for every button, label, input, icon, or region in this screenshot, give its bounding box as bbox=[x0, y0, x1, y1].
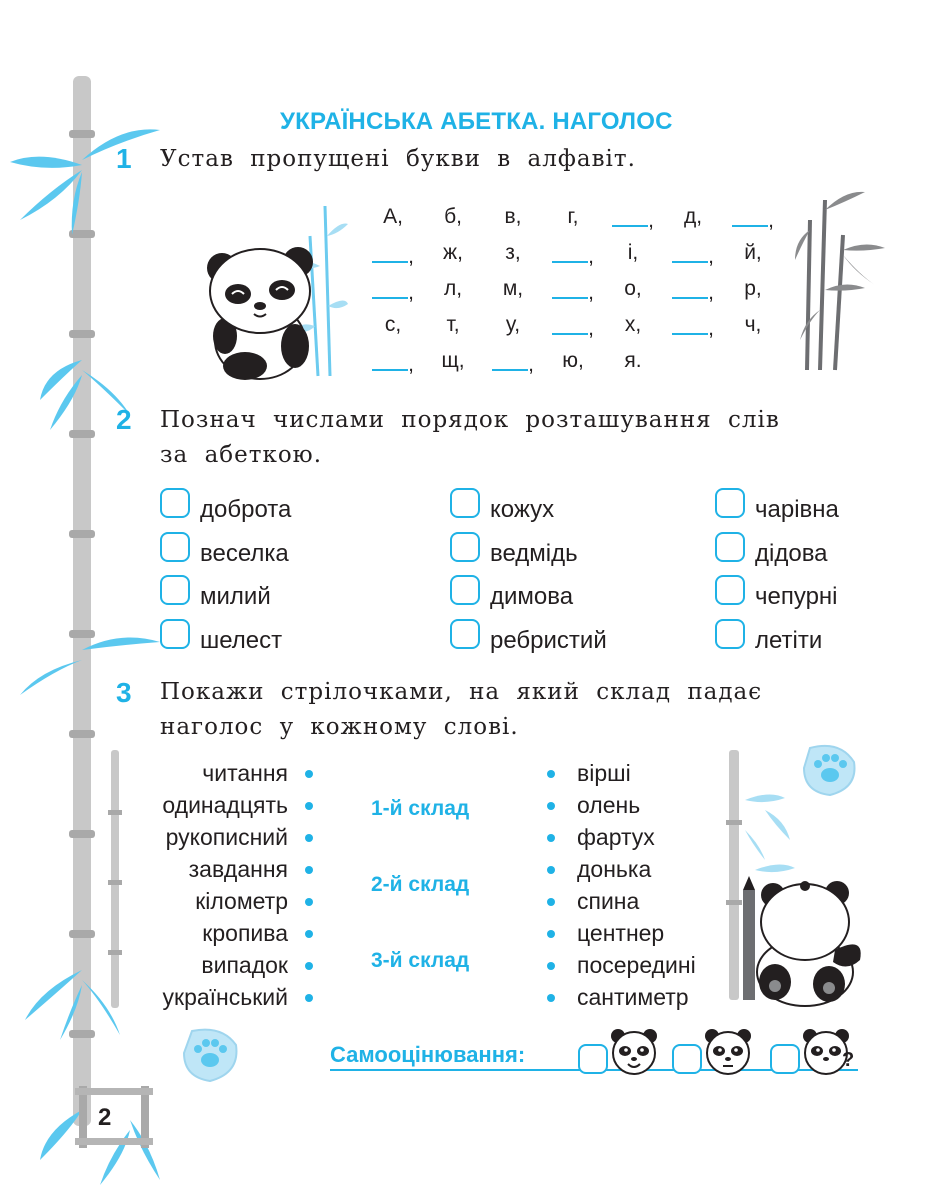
blank-punctuation: , bbox=[408, 353, 414, 376]
page-number-frame bbox=[75, 1082, 153, 1152]
letter: б, bbox=[444, 205, 462, 228]
word-label: шелест bbox=[200, 626, 283, 654]
word-label: летіти bbox=[755, 626, 823, 654]
panda-question-icon bbox=[798, 1026, 856, 1078]
order-number-box[interactable] bbox=[715, 532, 745, 562]
bamboo-decoration-left bbox=[0, 70, 170, 1200]
left-word: кілометр bbox=[195, 888, 288, 914]
left-word-dot[interactable] bbox=[305, 834, 313, 842]
order-number-box[interactable] bbox=[450, 532, 480, 562]
right-word-dot[interactable] bbox=[547, 930, 555, 938]
left-word: випадок bbox=[201, 952, 288, 978]
right-word-dot[interactable] bbox=[547, 834, 555, 842]
word-label: кожух bbox=[490, 496, 555, 523]
syllable-label[interactable]: 2-й склад bbox=[371, 873, 470, 896]
order-number-box[interactable] bbox=[160, 575, 190, 605]
order-number-box[interactable] bbox=[715, 619, 745, 649]
right-word-dot[interactable] bbox=[547, 770, 555, 778]
panda-illustration bbox=[200, 196, 350, 386]
letter-blank[interactable] bbox=[540, 313, 606, 341]
letter-blank[interactable] bbox=[600, 205, 666, 233]
letter-blank[interactable] bbox=[660, 241, 726, 269]
right-word-dot[interactable] bbox=[547, 866, 555, 874]
left-word: рукописний bbox=[165, 824, 288, 850]
word-label: чарівна bbox=[755, 496, 839, 523]
left-word: завдання bbox=[188, 856, 288, 882]
word-label: доброта bbox=[200, 496, 292, 523]
task-3-text-line-1: Покажи стрілочками, на який склад падає bbox=[160, 679, 763, 705]
page-title: УКРАЇНСЬКА АБЕТКА. НАГОЛОС bbox=[280, 108, 673, 135]
blank-punctuation: , bbox=[588, 317, 594, 340]
blank-line[interactable] bbox=[552, 313, 588, 335]
right-word: посередині bbox=[577, 952, 696, 978]
task-1-text: Устав пропущені букви в алфавіт. bbox=[160, 146, 636, 172]
letter: і, bbox=[627, 241, 639, 264]
blank-punctuation: , bbox=[648, 209, 654, 232]
letter-blank[interactable] bbox=[360, 241, 426, 269]
left-word-dot[interactable] bbox=[305, 866, 313, 874]
left-word: одинадцять bbox=[162, 792, 288, 818]
letter: о, bbox=[624, 277, 642, 300]
blank-line[interactable] bbox=[372, 349, 408, 371]
word-label: димова bbox=[490, 583, 574, 610]
blank-line[interactable] bbox=[492, 349, 528, 371]
syllable-label[interactable]: 1-й склад bbox=[371, 797, 470, 820]
letter: я. bbox=[624, 349, 642, 372]
blank-line[interactable] bbox=[672, 313, 708, 335]
right-word: вірші bbox=[577, 760, 631, 786]
letter: ж, bbox=[443, 241, 463, 264]
letter: А, bbox=[383, 205, 403, 228]
letter-blank[interactable] bbox=[660, 277, 726, 305]
blank-punctuation: , bbox=[768, 209, 774, 232]
letter-blank[interactable] bbox=[540, 277, 606, 305]
right-word: центнер bbox=[577, 920, 665, 946]
word-label: чепурні bbox=[755, 583, 838, 610]
left-word-dot[interactable] bbox=[305, 930, 313, 938]
letter: л, bbox=[443, 277, 463, 300]
paw-icon bbox=[180, 1025, 240, 1083]
letter-blank[interactable] bbox=[540, 241, 606, 269]
letter: х, bbox=[624, 313, 642, 336]
letter: ю, bbox=[562, 349, 584, 372]
left-word: читання bbox=[202, 760, 288, 786]
letter-blank[interactable] bbox=[720, 205, 786, 233]
task-2-text-line-1: Познач числами порядок розташування слів bbox=[160, 407, 780, 433]
letter-blank[interactable] bbox=[360, 349, 426, 377]
blank-line[interactable] bbox=[732, 205, 768, 227]
right-word-dot[interactable] bbox=[547, 962, 555, 970]
blank-line[interactable] bbox=[612, 205, 648, 227]
word-label: милий bbox=[200, 583, 271, 610]
panda-neutral-icon bbox=[700, 1026, 758, 1078]
left-word-dot[interactable] bbox=[305, 898, 313, 906]
task-2-number: 2 bbox=[116, 404, 132, 435]
letter: с, bbox=[384, 313, 402, 336]
order-number-box[interactable] bbox=[160, 619, 190, 649]
letter: р, bbox=[744, 277, 762, 300]
left-word-dot[interactable] bbox=[305, 994, 313, 1002]
word-label: ребристий bbox=[490, 626, 607, 654]
letter: й, bbox=[744, 241, 762, 264]
self-assessment-label: Самооцінювання: bbox=[330, 1042, 526, 1067]
task-3-text-line-2: наголос у кожному слові. bbox=[160, 714, 519, 740]
syllable-label[interactable]: 3-й склад bbox=[371, 949, 470, 972]
blank-line[interactable] bbox=[672, 277, 708, 299]
blank-punctuation: , bbox=[708, 245, 714, 268]
right-word-dot[interactable] bbox=[547, 802, 555, 810]
panda-with-pencil-illustration bbox=[725, 750, 870, 1010]
blank-line[interactable] bbox=[372, 241, 408, 263]
order-number-box[interactable] bbox=[715, 488, 745, 518]
right-word-dot[interactable] bbox=[547, 994, 555, 1002]
order-number-box[interactable] bbox=[160, 532, 190, 562]
right-word: спина bbox=[577, 888, 640, 914]
order-number-box[interactable] bbox=[450, 575, 480, 605]
letter: ч, bbox=[744, 313, 762, 336]
blank-punctuation: , bbox=[588, 245, 594, 268]
left-word-dot[interactable] bbox=[305, 802, 313, 810]
letter: т, bbox=[446, 313, 460, 336]
blank-punctuation: , bbox=[708, 281, 714, 304]
page-number: 2 bbox=[98, 1104, 112, 1131]
letter: г, bbox=[567, 205, 579, 228]
blank-punctuation: , bbox=[408, 245, 414, 268]
bamboo-decoration-right bbox=[795, 180, 890, 375]
blank-punctuation: , bbox=[528, 353, 534, 376]
letter-blank[interactable] bbox=[480, 349, 546, 377]
blank-punctuation: , bbox=[708, 317, 714, 340]
svg-text:?: ? bbox=[842, 1049, 855, 1071]
letter: в, bbox=[504, 205, 522, 228]
letter-blank[interactable] bbox=[660, 313, 726, 341]
letter: щ, bbox=[441, 349, 465, 372]
order-number-box[interactable] bbox=[450, 488, 480, 518]
blank-punctuation: , bbox=[588, 281, 594, 304]
panda-happy-icon bbox=[606, 1026, 664, 1078]
self-assessment-checkbox[interactable] bbox=[578, 1044, 608, 1074]
self-assessment-checkbox[interactable] bbox=[770, 1044, 800, 1074]
left-word: український bbox=[162, 984, 288, 1010]
blank-line[interactable] bbox=[372, 277, 408, 299]
task-2-text-line-2: за абеткою. bbox=[160, 442, 323, 468]
letter-blank[interactable] bbox=[360, 277, 426, 305]
order-number-box[interactable] bbox=[160, 488, 190, 518]
order-number-box[interactable] bbox=[450, 619, 480, 649]
letter: з, bbox=[505, 241, 521, 264]
word-label: ведмідь bbox=[490, 539, 578, 567]
order-number-box[interactable] bbox=[715, 575, 745, 605]
letter: м, bbox=[502, 277, 524, 300]
task-1-number: 1 bbox=[116, 143, 132, 174]
blank-line[interactable] bbox=[552, 241, 588, 263]
self-assessment-checkbox[interactable] bbox=[672, 1044, 702, 1074]
right-word: олень bbox=[577, 792, 641, 818]
blank-punctuation: , bbox=[408, 281, 414, 304]
left-word-dot[interactable] bbox=[305, 770, 313, 778]
left-word: кропива bbox=[202, 920, 288, 946]
right-word: сантиметр bbox=[577, 984, 689, 1010]
right-word: фартух bbox=[577, 824, 655, 850]
word-label: веселка bbox=[200, 539, 289, 567]
letter: у, bbox=[505, 313, 521, 336]
right-word: донька bbox=[577, 856, 652, 882]
blank-line[interactable] bbox=[672, 241, 708, 263]
right-word-dot[interactable] bbox=[547, 898, 555, 906]
letter: д, bbox=[683, 205, 703, 228]
task-3-number: 3 bbox=[116, 677, 132, 708]
word-label: дідова bbox=[755, 539, 828, 567]
blank-line[interactable] bbox=[552, 277, 588, 299]
left-word-dot[interactable] bbox=[305, 962, 313, 970]
